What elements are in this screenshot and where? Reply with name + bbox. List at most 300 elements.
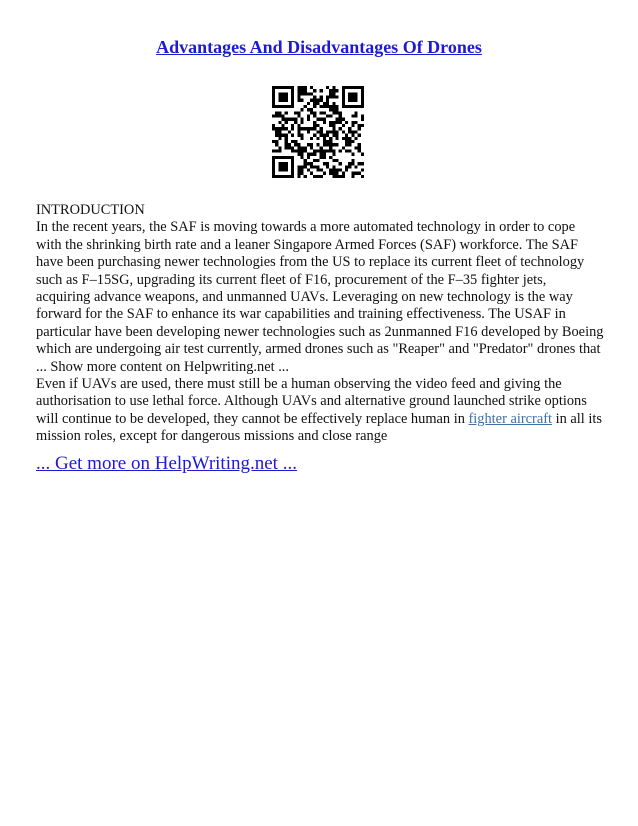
qr-module bbox=[354, 146, 357, 149]
qr-module bbox=[297, 96, 300, 99]
qr-module bbox=[348, 140, 351, 143]
qr-module bbox=[288, 105, 291, 108]
qr-module bbox=[291, 140, 294, 143]
qr-module bbox=[339, 149, 342, 152]
qr-module bbox=[323, 156, 326, 159]
qr-module bbox=[361, 153, 364, 156]
qr-module bbox=[361, 118, 364, 121]
qr-module bbox=[310, 108, 313, 111]
qr-module bbox=[323, 121, 326, 124]
qr-module bbox=[297, 115, 300, 118]
qr-module bbox=[339, 115, 342, 118]
qr-module bbox=[278, 168, 281, 171]
qr-module bbox=[275, 134, 278, 137]
get-more-block bbox=[36, 452, 297, 476]
qr-module bbox=[291, 99, 294, 102]
qr-module bbox=[335, 89, 338, 92]
qr-module bbox=[326, 96, 329, 99]
qr-module bbox=[275, 115, 278, 118]
qr-module bbox=[342, 137, 345, 140]
qr-module bbox=[361, 99, 364, 102]
qr-module bbox=[329, 172, 332, 175]
qr-module bbox=[272, 96, 275, 99]
qr-module bbox=[275, 143, 278, 146]
qr-module bbox=[332, 143, 335, 146]
qr-module bbox=[301, 89, 304, 92]
qr-module bbox=[313, 115, 316, 118]
qr-module bbox=[310, 86, 313, 89]
qr-module bbox=[320, 105, 323, 108]
qr-module bbox=[285, 134, 288, 137]
qr-module bbox=[332, 102, 335, 105]
paragraph-uav-text-end: in all its mission roles, except for dangerous missions and close range bbox=[36, 410, 602, 445]
qr-module bbox=[329, 140, 332, 143]
qr-module bbox=[320, 99, 323, 102]
qr-module bbox=[354, 165, 357, 168]
qr-module bbox=[358, 105, 361, 108]
qr-module bbox=[348, 86, 351, 89]
qr-module bbox=[291, 175, 294, 178]
qr-module bbox=[288, 143, 291, 146]
qr-module bbox=[335, 108, 338, 111]
qr-module bbox=[351, 130, 354, 133]
qr-module bbox=[278, 130, 281, 133]
qr-module bbox=[351, 121, 354, 124]
qr-module bbox=[285, 156, 288, 159]
qr-module bbox=[301, 156, 304, 159]
qr-module bbox=[316, 175, 319, 178]
qr-module bbox=[339, 118, 342, 121]
qr-module bbox=[329, 143, 332, 146]
qr-module bbox=[291, 118, 294, 121]
qr-module bbox=[332, 96, 335, 99]
qr-module bbox=[326, 115, 329, 118]
qr-module bbox=[339, 168, 342, 171]
qr-module bbox=[301, 86, 304, 89]
qr-module bbox=[342, 102, 345, 105]
qr-module bbox=[282, 175, 285, 178]
qr-module bbox=[332, 168, 335, 171]
qr-module bbox=[361, 89, 364, 92]
qr-module bbox=[297, 153, 300, 156]
qr-module bbox=[348, 137, 351, 140]
qr-module bbox=[348, 99, 351, 102]
qr-module bbox=[329, 96, 332, 99]
qr-module bbox=[335, 130, 338, 133]
qr-module bbox=[323, 143, 326, 146]
qr-module bbox=[332, 159, 335, 162]
qr-module bbox=[316, 137, 319, 140]
qr-module bbox=[278, 175, 281, 178]
fighter-aircraft-link[interactable]: fighter aircraft bbox=[468, 410, 552, 427]
qr-module bbox=[335, 172, 338, 175]
title-link[interactable]: Advantages And Disadvantages Of Drones bbox=[156, 37, 482, 57]
qr-module bbox=[310, 165, 313, 168]
qr-module bbox=[301, 134, 304, 137]
qr-module bbox=[345, 168, 348, 171]
qr-module bbox=[329, 137, 332, 140]
qr-module bbox=[332, 165, 335, 168]
qr-module bbox=[291, 102, 294, 105]
qr-module bbox=[332, 172, 335, 175]
qr-module bbox=[326, 149, 329, 152]
qr-module bbox=[304, 127, 307, 130]
qr-module bbox=[351, 172, 354, 175]
qr-module bbox=[310, 146, 313, 149]
qr-module bbox=[316, 99, 319, 102]
qr-module bbox=[335, 134, 338, 137]
qr-module bbox=[285, 165, 288, 168]
qr-module bbox=[313, 102, 316, 105]
qr-module bbox=[342, 89, 345, 92]
qr-code-icon bbox=[272, 86, 364, 178]
qr-module bbox=[288, 86, 291, 89]
qr-module bbox=[316, 124, 319, 127]
qr-module bbox=[285, 137, 288, 140]
qr-module bbox=[297, 89, 300, 92]
qr-module bbox=[320, 89, 323, 92]
qr-module bbox=[285, 121, 288, 124]
qr-module bbox=[285, 92, 288, 95]
qr-module bbox=[278, 137, 281, 140]
qr-module bbox=[329, 156, 332, 159]
qr-module bbox=[272, 105, 275, 108]
qr-module bbox=[323, 105, 326, 108]
qr-module bbox=[354, 96, 357, 99]
qr-module bbox=[342, 175, 345, 178]
qr-module bbox=[332, 111, 335, 114]
qr-module bbox=[278, 146, 281, 149]
get-more-link[interactable]: ... Get more on HelpWriting.net ... bbox=[36, 453, 297, 474]
qr-module bbox=[307, 127, 310, 130]
qr-module bbox=[285, 162, 288, 165]
qr-module bbox=[329, 108, 332, 111]
qr-module bbox=[301, 172, 304, 175]
qr-module bbox=[329, 121, 332, 124]
qr-module bbox=[332, 124, 335, 127]
qr-module bbox=[304, 89, 307, 92]
qr-module bbox=[313, 121, 316, 124]
qr-module bbox=[291, 159, 294, 162]
qr-module bbox=[316, 130, 319, 133]
qr-module bbox=[307, 108, 310, 111]
qr-module bbox=[285, 111, 288, 114]
qr-module bbox=[288, 118, 291, 121]
qr-module bbox=[332, 149, 335, 152]
qr-module bbox=[332, 153, 335, 156]
section-heading: INTRODUCTION bbox=[36, 202, 145, 218]
qr-module bbox=[278, 134, 281, 137]
qr-module bbox=[335, 105, 338, 108]
qr-module bbox=[339, 127, 342, 130]
qr-module bbox=[304, 165, 307, 168]
qr-module bbox=[278, 121, 281, 124]
qr-module bbox=[282, 156, 285, 159]
qr-module bbox=[348, 92, 351, 95]
qr-module bbox=[297, 149, 300, 152]
qr-module bbox=[272, 127, 275, 130]
qr-module bbox=[285, 105, 288, 108]
qr-module bbox=[278, 115, 281, 118]
qr-module bbox=[342, 96, 345, 99]
qr-module bbox=[297, 165, 300, 168]
qr-module bbox=[316, 168, 319, 171]
qr-module bbox=[332, 105, 335, 108]
qr-module bbox=[297, 111, 300, 114]
qr-module bbox=[326, 99, 329, 102]
qr-module bbox=[275, 175, 278, 178]
qr-module bbox=[335, 168, 338, 171]
qr-module bbox=[335, 96, 338, 99]
qr-module bbox=[358, 146, 361, 149]
qr-module bbox=[348, 127, 351, 130]
qr-module bbox=[304, 162, 307, 165]
qr-module bbox=[320, 118, 323, 121]
qr-module bbox=[351, 105, 354, 108]
qr-module bbox=[278, 99, 281, 102]
qr-module bbox=[313, 175, 316, 178]
qr-module bbox=[297, 92, 300, 95]
qr-module bbox=[275, 127, 278, 130]
qr-module bbox=[282, 134, 285, 137]
qr-module bbox=[332, 127, 335, 130]
qr-module bbox=[354, 137, 357, 140]
qr-module bbox=[345, 143, 348, 146]
qr-module bbox=[272, 159, 275, 162]
qr-module bbox=[345, 149, 348, 152]
qr-module bbox=[313, 127, 316, 130]
qr-module bbox=[332, 89, 335, 92]
qr-module bbox=[342, 86, 345, 89]
qr-module bbox=[320, 96, 323, 99]
qr-module bbox=[282, 124, 285, 127]
qr-module bbox=[291, 86, 294, 89]
qr-module bbox=[272, 156, 275, 159]
qr-module bbox=[272, 124, 275, 127]
qr-module bbox=[323, 140, 326, 143]
qr-module bbox=[354, 121, 357, 124]
qr-module bbox=[294, 143, 297, 146]
qr-module bbox=[291, 165, 294, 168]
qr-module bbox=[345, 86, 348, 89]
qr-module bbox=[301, 118, 304, 121]
qr-module bbox=[275, 156, 278, 159]
qr-module bbox=[332, 108, 335, 111]
qr-module bbox=[310, 99, 313, 102]
qr-module bbox=[291, 149, 294, 152]
qr-module bbox=[297, 143, 300, 146]
qr-module bbox=[297, 124, 300, 127]
qr-module bbox=[278, 149, 281, 152]
qr-module bbox=[285, 127, 288, 130]
qr-module bbox=[285, 118, 288, 121]
qr-module bbox=[282, 127, 285, 130]
paragraph-uav-text-start: Even if UAVs are used, there must still be a human observing the video feed and giving the authorisation to use lethal force. Although UAVs and alternative ground launched strike options will continue to be developed, they cannot be effectively replace human in bbox=[36, 376, 587, 427]
qr-module bbox=[329, 146, 332, 149]
qr-module bbox=[361, 105, 364, 108]
qr-module bbox=[282, 99, 285, 102]
qr-module bbox=[313, 105, 316, 108]
qr-module bbox=[278, 86, 281, 89]
qr-module bbox=[351, 153, 354, 156]
qr-module bbox=[282, 96, 285, 99]
qr-module bbox=[313, 111, 316, 114]
qr-module bbox=[332, 121, 335, 124]
qr-module bbox=[278, 111, 281, 114]
qr-module bbox=[282, 105, 285, 108]
qr-module bbox=[282, 168, 285, 171]
qr-module bbox=[272, 162, 275, 165]
qr-module bbox=[288, 175, 291, 178]
qr-module bbox=[301, 99, 304, 102]
qr-module bbox=[339, 121, 342, 124]
qr-module bbox=[348, 149, 351, 152]
qr-module bbox=[278, 96, 281, 99]
qr-module bbox=[278, 127, 281, 130]
qr-module bbox=[339, 175, 342, 178]
qr-module bbox=[282, 86, 285, 89]
qr-module bbox=[354, 111, 357, 114]
qr-module bbox=[323, 137, 326, 140]
qr-module bbox=[358, 172, 361, 175]
qr-module bbox=[301, 165, 304, 168]
qr-module bbox=[294, 111, 297, 114]
qr-module bbox=[297, 175, 300, 178]
qr-module bbox=[304, 149, 307, 152]
qr-module bbox=[307, 153, 310, 156]
qr-module bbox=[278, 165, 281, 168]
qr-module bbox=[316, 143, 319, 146]
qr-module bbox=[326, 134, 329, 137]
qr-module bbox=[348, 162, 351, 165]
qr-module bbox=[310, 92, 313, 95]
qr-module bbox=[348, 105, 351, 108]
qr-module bbox=[329, 130, 332, 133]
qr-module bbox=[358, 143, 361, 146]
qr-module bbox=[301, 149, 304, 152]
qr-module bbox=[335, 143, 338, 146]
qr-module bbox=[351, 140, 354, 143]
qr-module bbox=[304, 175, 307, 178]
qr-module bbox=[272, 140, 275, 143]
qr-module bbox=[323, 102, 326, 105]
qr-module bbox=[304, 105, 307, 108]
qr-module bbox=[285, 143, 288, 146]
qr-module bbox=[272, 168, 275, 171]
qr-module bbox=[342, 105, 345, 108]
qr-module bbox=[272, 172, 275, 175]
qr-module bbox=[320, 149, 323, 152]
qr-module bbox=[361, 86, 364, 89]
qr-module bbox=[291, 105, 294, 108]
paragraph-uav bbox=[36, 376, 604, 446]
qr-module bbox=[345, 105, 348, 108]
qr-module bbox=[326, 102, 329, 105]
qr-module bbox=[351, 86, 354, 89]
qr-module bbox=[361, 175, 364, 178]
qr-module bbox=[313, 96, 316, 99]
qr-module bbox=[326, 143, 329, 146]
qr-module bbox=[342, 146, 345, 149]
qr-module bbox=[313, 134, 316, 137]
qr-module bbox=[339, 111, 342, 114]
qr-module bbox=[342, 124, 345, 127]
qr-module bbox=[291, 92, 294, 95]
qr-module bbox=[291, 156, 294, 159]
qr-module bbox=[354, 172, 357, 175]
qr-module bbox=[288, 146, 291, 149]
qr-module bbox=[301, 121, 304, 124]
qr-module bbox=[348, 165, 351, 168]
qr-module bbox=[320, 146, 323, 149]
qr-module bbox=[326, 130, 329, 133]
qr-module bbox=[351, 162, 354, 165]
qr-module bbox=[288, 130, 291, 133]
qr-module bbox=[351, 115, 354, 118]
qr-module bbox=[323, 162, 326, 165]
qr-module bbox=[313, 165, 316, 168]
qr-module bbox=[275, 105, 278, 108]
qr-module bbox=[323, 153, 326, 156]
qr-module bbox=[285, 175, 288, 178]
document-body bbox=[36, 202, 604, 446]
qr-module bbox=[335, 111, 338, 114]
qr-module bbox=[291, 168, 294, 171]
qr-module bbox=[272, 115, 275, 118]
qr-module bbox=[294, 140, 297, 143]
qr-module bbox=[291, 146, 294, 149]
qr-module bbox=[354, 130, 357, 133]
qr-module bbox=[354, 99, 357, 102]
qr-module bbox=[329, 168, 332, 171]
qr-module bbox=[332, 130, 335, 133]
qr-module bbox=[348, 96, 351, 99]
qr-module bbox=[278, 105, 281, 108]
qr-module bbox=[307, 162, 310, 165]
qr-module bbox=[294, 149, 297, 152]
qr-module bbox=[291, 127, 294, 130]
qr-module bbox=[291, 96, 294, 99]
qr-module bbox=[345, 134, 348, 137]
qr-module bbox=[361, 102, 364, 105]
qr-module bbox=[329, 149, 332, 152]
qr-module bbox=[272, 102, 275, 105]
qr-module bbox=[326, 86, 329, 89]
qr-module bbox=[278, 162, 281, 165]
qr-module bbox=[361, 115, 364, 118]
qr-module bbox=[285, 99, 288, 102]
qr-module bbox=[351, 134, 354, 137]
qr-module bbox=[332, 92, 335, 95]
qr-module bbox=[342, 99, 345, 102]
qr-module bbox=[285, 96, 288, 99]
qr-module bbox=[342, 172, 345, 175]
qr-module bbox=[282, 165, 285, 168]
qr-module bbox=[294, 121, 297, 124]
qr-module bbox=[297, 168, 300, 171]
qr-module bbox=[307, 168, 310, 171]
qr-module bbox=[307, 118, 310, 121]
qr-module bbox=[351, 159, 354, 162]
qr-module bbox=[272, 149, 275, 152]
qr-module bbox=[285, 168, 288, 171]
qr-module bbox=[329, 92, 332, 95]
qr-module bbox=[307, 143, 310, 146]
qr-module bbox=[291, 172, 294, 175]
qr-module bbox=[313, 99, 316, 102]
qr-module bbox=[313, 159, 316, 162]
qr-module bbox=[310, 127, 313, 130]
